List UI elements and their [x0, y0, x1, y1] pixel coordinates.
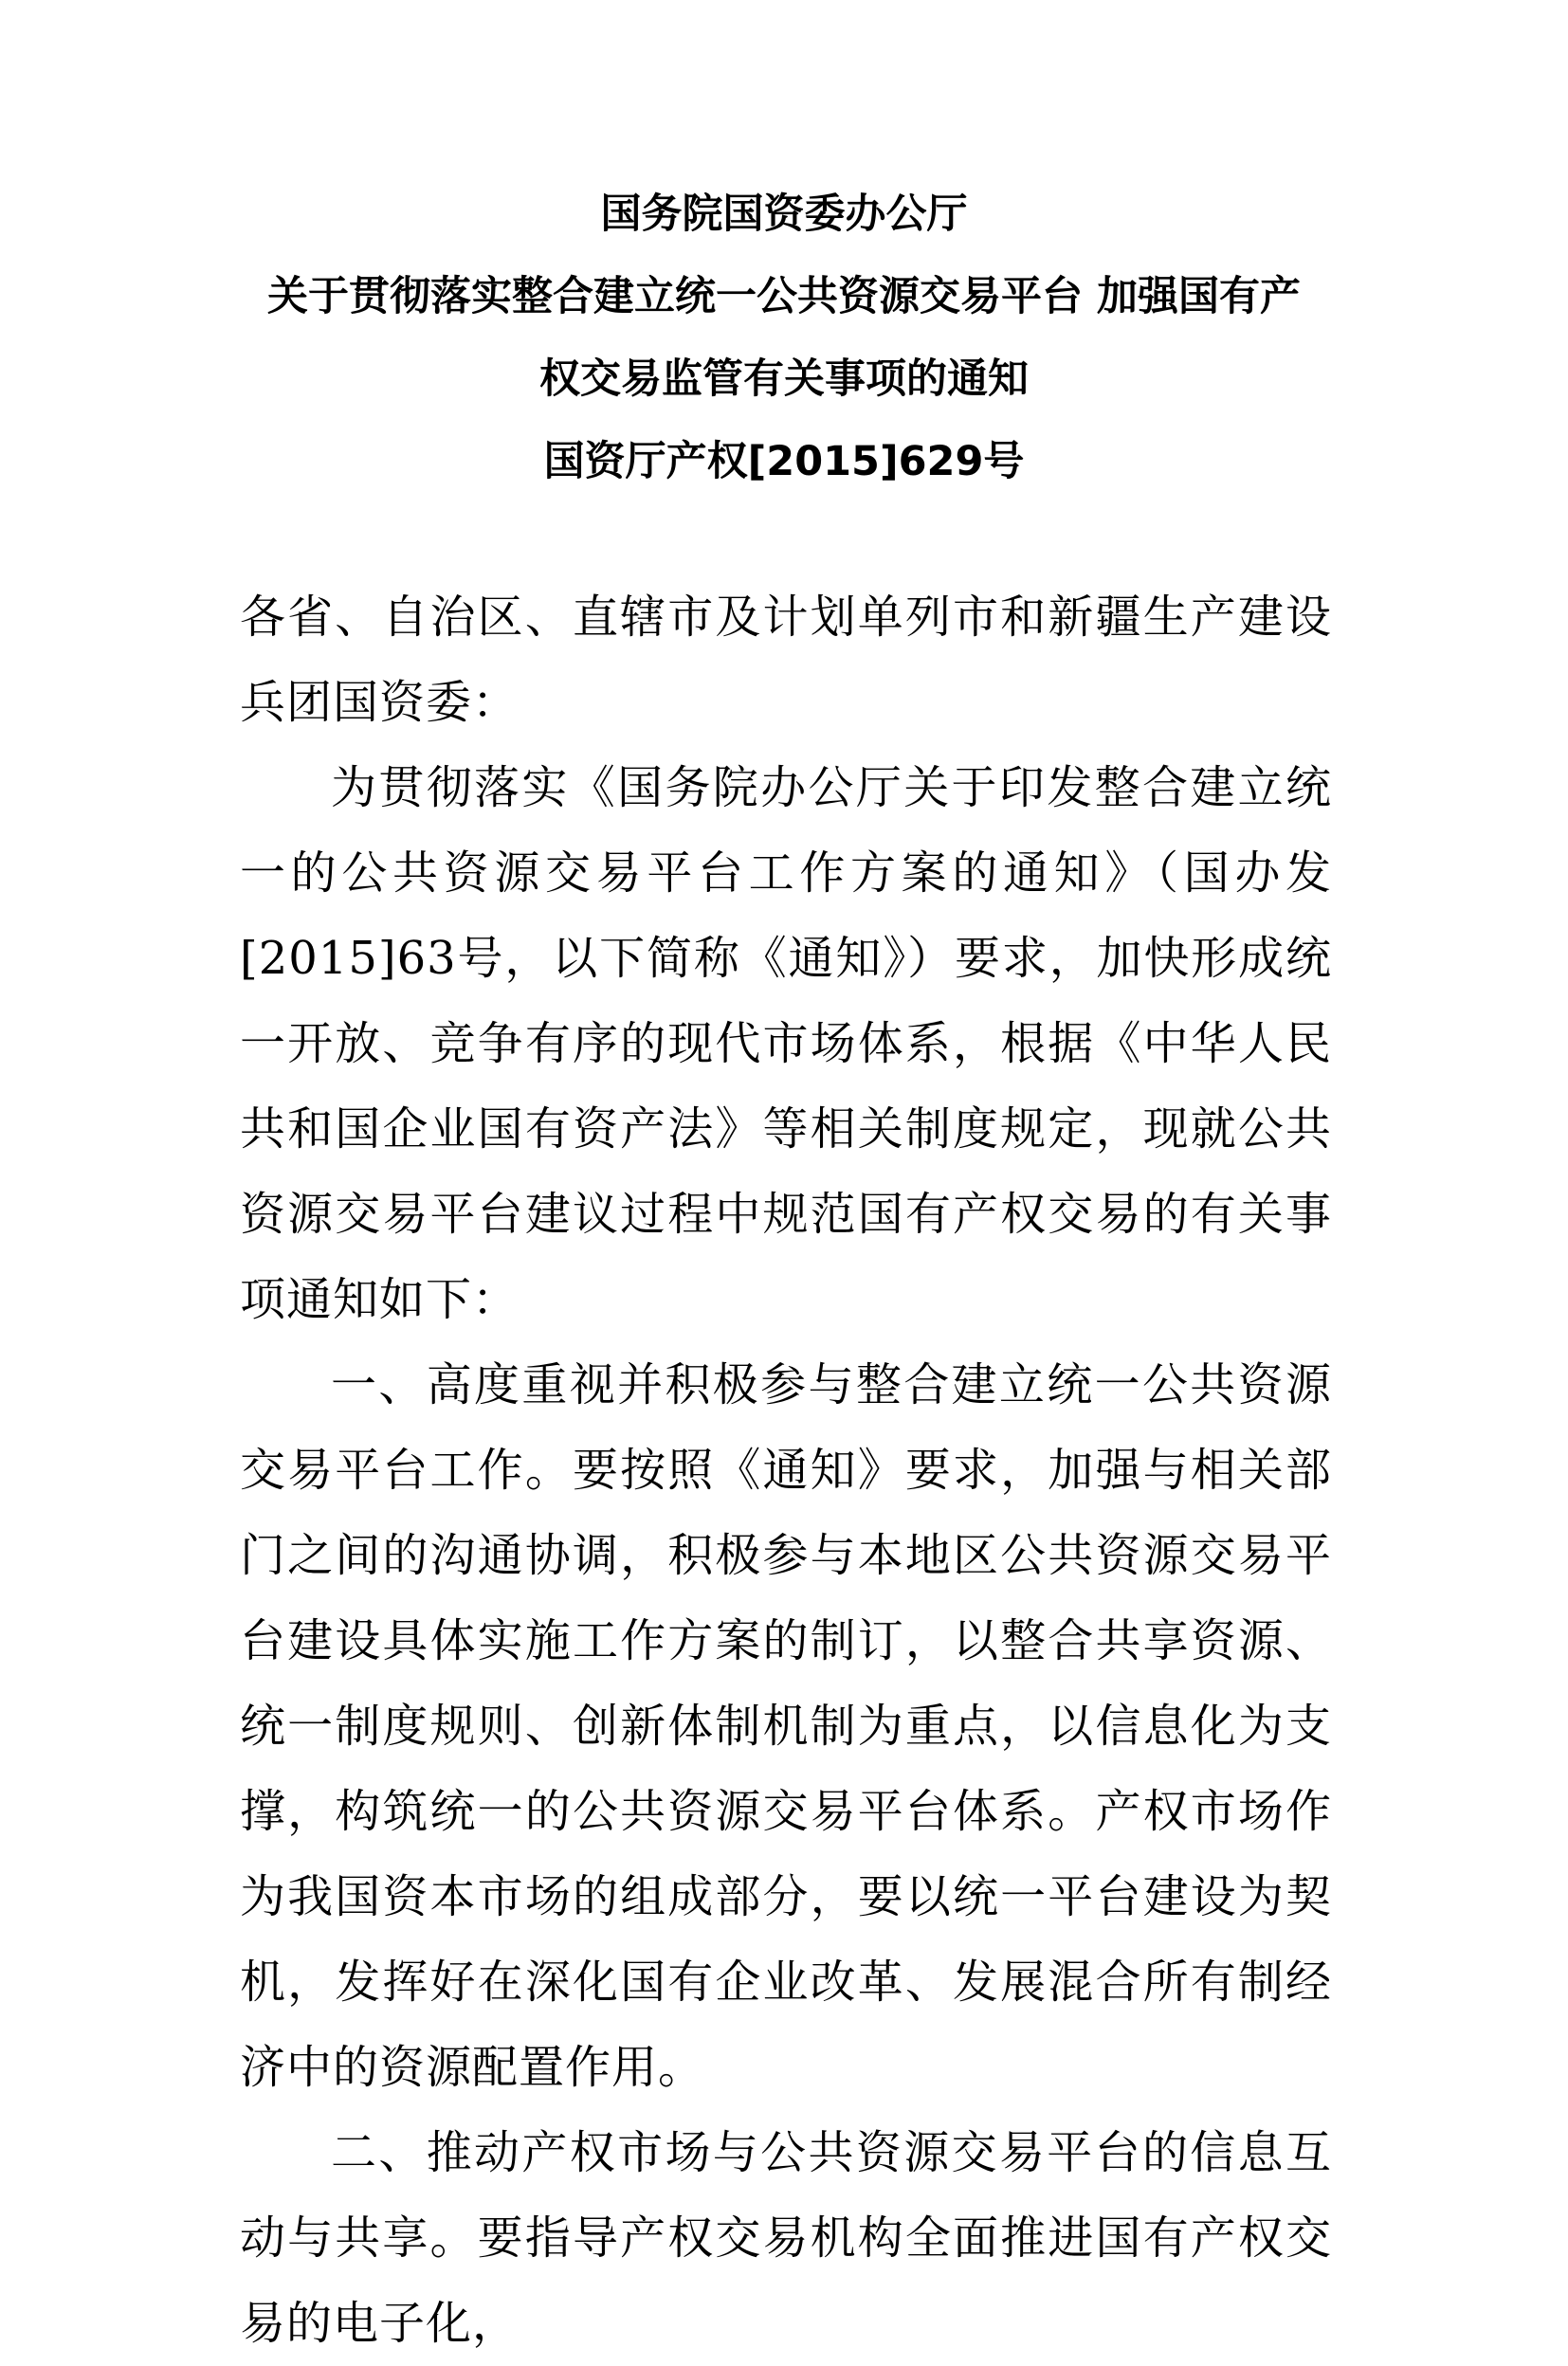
paragraph-preamble: 为贯彻落实《国务院办公厅关于印发整合建立统一的公共资源交易平台工作方案的通知》（国办发[2015]63号，以下简称《通知》）要求，加快形成统一开放、竞争有序的现代市场体系，根据《中华人民共和国企业国有资产法》等相关制度规定，现就公共资源交易平台建议过程中规范国有产权交易的有关事项通知如下： [240, 761, 1332, 1326]
title-subject-line-1: 关于贯彻落实整合建立统一公共资源交易平台 加强国有产 [267, 273, 1301, 320]
document-body [240, 574, 1332, 2366]
addressee: 各省、自治区、直辖市及计划单列市和新疆生产建设兵团国资委： [240, 591, 1332, 729]
document-title [218, 191, 1350, 485]
paragraph-item-1: 一、高度重视并积极参与整合建立统一公共资源交易平台工作。要按照《通知》要求，加强与相关部门之间的沟通协调，积极参与本地区公共资源交易平台建设具体实施工作方案的制订，以整合共享资源、统一制度规则、创新体制机制为重点，以信息化为支撑，构筑统一的公共资源交易平台体系。产权市场作为我国资本市场的组成部分，要以统一平台建设为契机，发挥好在深化国有企业改革、发展混合所有制经济中的资源配置作用。 [240, 1358, 1332, 2094]
title-subject-line-2: 权交易监管有关事项的通知 [539, 355, 1029, 403]
document-number: 国资厅产权[2015]629号 [543, 438, 1025, 485]
paragraph-item-2: 二、推动产权市场与公共资源交易平台的信息互动与共享。要指导产权交易机构全面推进国有产权交易的电子化， [240, 2126, 1332, 2350]
title-issuer: 国务院国资委办公厅 [600, 191, 968, 238]
